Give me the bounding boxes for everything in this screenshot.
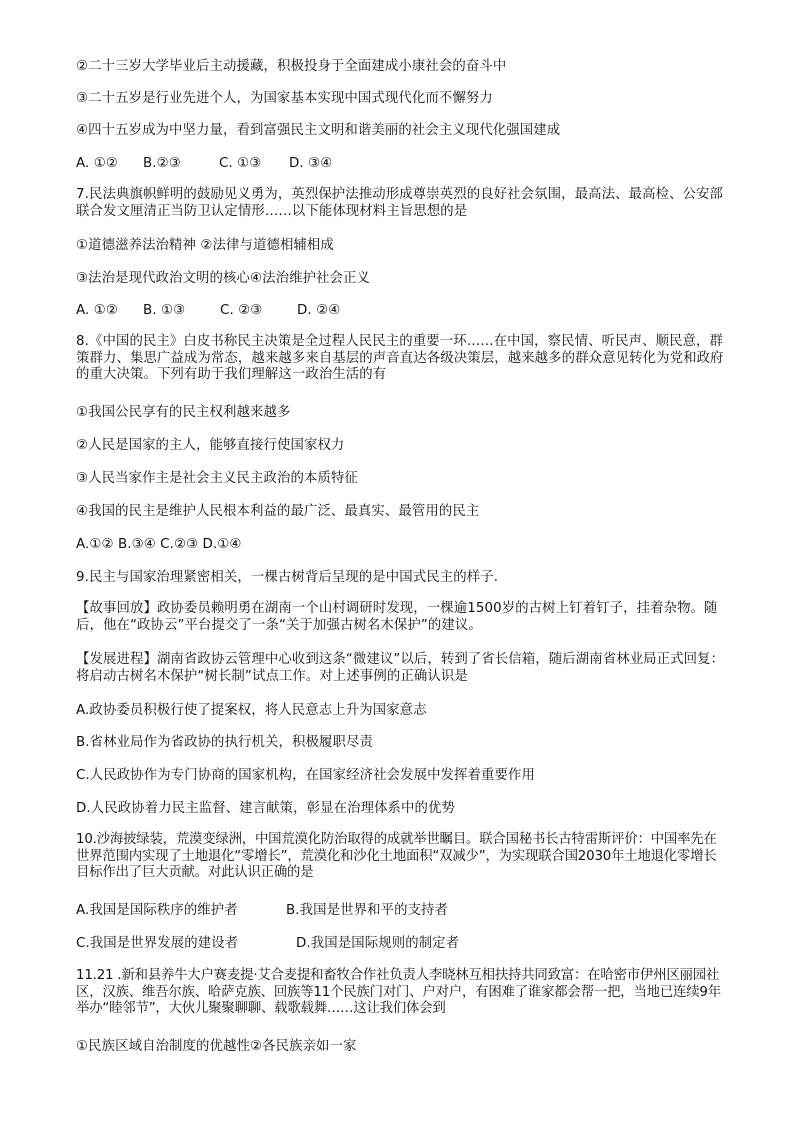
q9-progress: 【发展进程】湖南省政协云管理中心收到这条“微建议”以后，转到了省长信箱，随后湖南省林业局正式回复：将启动古树名木保护“树长制”试点工作。对上述事例的正确认识是 bbox=[76, 652, 725, 684]
q11-stem: 11.21 .新和县养牛大户赛麦提·艾合麦提和畜牧合作社负责人李晓林互相扶持共同致富：在哈密市伊州区丽园社区，汉族、维吾尔族、哈萨克族、回族等11个民族门对门、户对户，有困难了谁家都会帮一把，当地已连续9年举办“睦邻节”，大伙儿聚聚聊聊、载歌载舞……这让我们体会到 bbox=[76, 968, 721, 1016]
q10-stem: 10.沙海披绿装，荒漠变绿洲，中国荒漠化防治取得的成就举世瞩目。联合国秘书长古特雷斯评价：中国率先在世界范围内实现了土地退化“零增长”，荒漠化和沙化土地面积“双减少”，为实现联合国2030年土地退化零增长目标作出了巨大贡献。对此认识正确的是 bbox=[76, 832, 717, 880]
q9-story: 【故事回放】政协委员赖明勇在湖南一个山村调研时发现，一棵逾1500岁的古树上钉着钉子，挂着杂物。随后，他在“政协云”平台提交了一条“关于加强古树名木保护”的建议。 bbox=[76, 601, 718, 633]
q8-choices: A.①② B.③④ C.②③ D.①④ bbox=[76, 537, 242, 552]
q6-choice-b: B.②③ bbox=[143, 156, 181, 171]
q7-choice-b: B. ①③ bbox=[143, 303, 186, 318]
q7-choice-c: C. ②③ bbox=[220, 303, 263, 318]
q8-statement-3: ③人民当家作主是社会主义民主政治的本质特征 bbox=[76, 471, 358, 486]
q6-option-2: ②二十三岁大学毕业后主动援藏，积极投身于全面建成小康社会的奋斗中 bbox=[76, 59, 507, 74]
q10-choices-row-1 bbox=[76, 903, 726, 919]
q8-stem: 8.《中国的民主》白皮书称民主决策是全过程人民民主的重要一环……在中国，察民情、听民声、顺民意，群策群力、集思广益成为常态，越来越多来自基层的声音直达各级决策层，越来越多的群众意见转化为党和政府的重大决策。下列有助于我们理解这一政治生活的有 bbox=[76, 334, 724, 382]
q6-choice-c: C. ①③ bbox=[219, 156, 262, 171]
q7-choices bbox=[76, 303, 726, 319]
q8-statement-2: ②人民是国家的主人，能够直接行使国家权力 bbox=[76, 438, 345, 453]
q9-choice-b: B.省林业局作为省政协的执行机关，积极履职尽责 bbox=[76, 735, 373, 750]
q10-choice-c: C.我国是世界发展的建设者 bbox=[76, 936, 239, 951]
q7-choice-a: A. ①② bbox=[76, 303, 118, 318]
q6-choice-d: D. ③④ bbox=[289, 156, 333, 171]
q7-stem: 7.民法典旗帜鲜明的鼓励见义勇为，英烈保护法推动形成尊崇英烈的良好社会氛围，最高法、最高检、公安部联合发文厘清正当防卫认定情形……以下能体现材料主旨思想的是 bbox=[76, 187, 724, 219]
q10-choice-a: A.我国是国际秩序的维护者 bbox=[76, 903, 238, 918]
q6-choice-a: A. ①② bbox=[76, 156, 118, 171]
q9-stem: 9.民主与国家治理紧密相关，一棵古树背后呈现的是中国式民主的样子. bbox=[76, 570, 499, 585]
q7-statements-2: ③法治是现代政治文明的核心④法治维护社会正义 bbox=[76, 271, 371, 286]
q7-statements-1: ①道德滋养法治精神 ②法律与道德相辅相成 bbox=[76, 238, 334, 253]
q8-statement-4: ④我国的民主是维护人民根本利益的最广泛、最真实、最管用的民主 bbox=[76, 504, 480, 519]
q9-choice-d: D.人民政协着力民主监督、建言献策，彰显在治理体系中的优势 bbox=[76, 801, 456, 816]
q6-choices bbox=[76, 156, 726, 172]
q10-choices-row-2 bbox=[76, 936, 726, 952]
q8-statement-1: ①我国公民享有的民主权利越来越多 bbox=[76, 405, 291, 420]
q6-option-4: ④四十五岁成为中坚力量，看到富强民主文明和谐美丽的社会主义现代化强国建成 bbox=[76, 123, 561, 138]
q11-statements-1: ①民族区域自治制度的优越性②各民族亲如一家 bbox=[76, 1039, 357, 1054]
q10-choice-b: B.我国是世界和平的支持者 bbox=[286, 903, 449, 918]
q9-choice-a: A.政协委员积极行使了提案权，将人民意志上升为国家意志 bbox=[76, 703, 427, 718]
q9-choice-c: C.人民政协作为专门协商的国家机构，在国家经济社会发展中发挥着重要作用 bbox=[76, 768, 535, 783]
q7-choice-d: D. ②④ bbox=[297, 303, 341, 318]
q10-choice-d: D.我国是国际规则的制定者 bbox=[296, 936, 460, 951]
q6-option-3: ③二十五岁是行业先进个人，为国家基本实现中国式现代化而不懈努力 bbox=[76, 91, 493, 106]
